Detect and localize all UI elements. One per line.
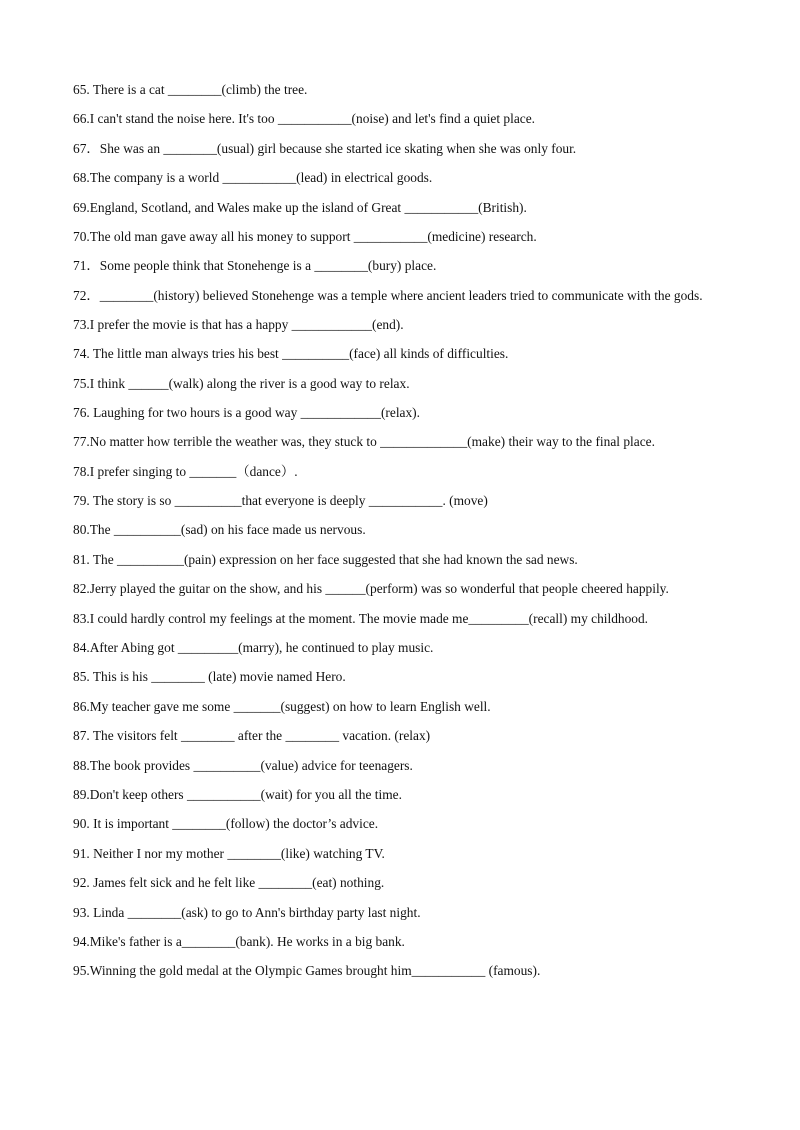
question-74: 74. The little man always tries his best __________(face) all kinds of difficulties. xyxy=(73,346,509,362)
question-79: 79. The story is so __________that everyone is deeply ___________. (move) xyxy=(73,493,488,509)
question-76: 76. Laughing for two hours is a good way ____________(relax). xyxy=(73,404,420,420)
question-85: 85. This is his ________ (late) movie named Hero. xyxy=(73,669,346,685)
question-65: 65. There is a cat ________(climb) the tree. xyxy=(73,82,308,97)
question-list xyxy=(73,75,728,986)
question-67: 67．She was an ________(usual) girl because she started ice skating when she was only four. xyxy=(73,140,577,156)
question-92: 92. James felt sick and he felt like ________(eat) nothing. xyxy=(73,875,385,891)
question-81: 81. The __________(pain) expression on her face suggested that she had known the sad news. xyxy=(73,551,578,567)
question-72: 72．________(history) believed Stonehenge was a temple where ancient leaders tried to communicate with the gods. xyxy=(73,287,703,303)
question-75: 75.I think ______(walk) along the river is a good way to relax. xyxy=(73,375,410,391)
question-78: 78.I prefer singing to _______（dance）. xyxy=(73,463,298,479)
question-68: 68.The company is a world ___________(lead) in electrical goods. xyxy=(73,170,433,186)
question-73: 73.I prefer the movie is that has a happy ____________(end). xyxy=(73,316,404,332)
question-89: 89.Don't keep others ___________(wait) for you all the time. xyxy=(73,786,402,802)
question-90: 90. It is important ________(follow) the doctor’s advice. xyxy=(73,816,379,832)
question-70: 70.The old man gave away all his money to support ___________(medicine) research. xyxy=(73,228,537,244)
question-80: 80.The __________(sad) on his face made us nervous. xyxy=(73,522,366,538)
question-95: 95.Winning the gold medal at the Olympic Games brought him___________ (famous). xyxy=(73,963,541,979)
question-87: 87. The visitors felt ________ after the ________ vacation. (relax) xyxy=(73,728,431,744)
question-71: 71．Some people think that Stonehenge is a ________(bury) place. xyxy=(73,258,437,274)
question-88: 88.The book provides __________(value) advice for teenagers. xyxy=(73,757,413,773)
question-86: 86.My teacher gave me some _______(suggest) on how to learn English well. xyxy=(73,698,491,714)
question-91: 91. Neither I nor my mother ________(like) watching TV. xyxy=(73,845,385,861)
question-77: 77.No matter how terrible the weather was, they stuck to _____________(make) their way to the final place. xyxy=(73,434,655,450)
question-83: 83.I could hardly control my feelings at the moment. The movie made me_________(recall) my childhood. xyxy=(73,610,649,626)
question-82: 82.Jerry played the guitar on the show, and his ______(perform) was so wonderful that people cheered happily. xyxy=(73,581,669,597)
question-93: 93. Linda ________(ask) to go to Ann's birthday party last night. xyxy=(73,904,421,920)
question-84: 84.After Abing got _________(marry), he continued to play music. xyxy=(73,640,434,656)
question-66: 66.I can't stand the noise here. It's too ___________(noise) and let's find a quiet place. xyxy=(73,111,536,127)
question-69: 69.England, Scotland, and Wales make up the island of Great ___________(British). xyxy=(73,199,527,215)
question-94: 94.Mike's father is a________(bank). He works in a big bank. xyxy=(73,933,405,949)
